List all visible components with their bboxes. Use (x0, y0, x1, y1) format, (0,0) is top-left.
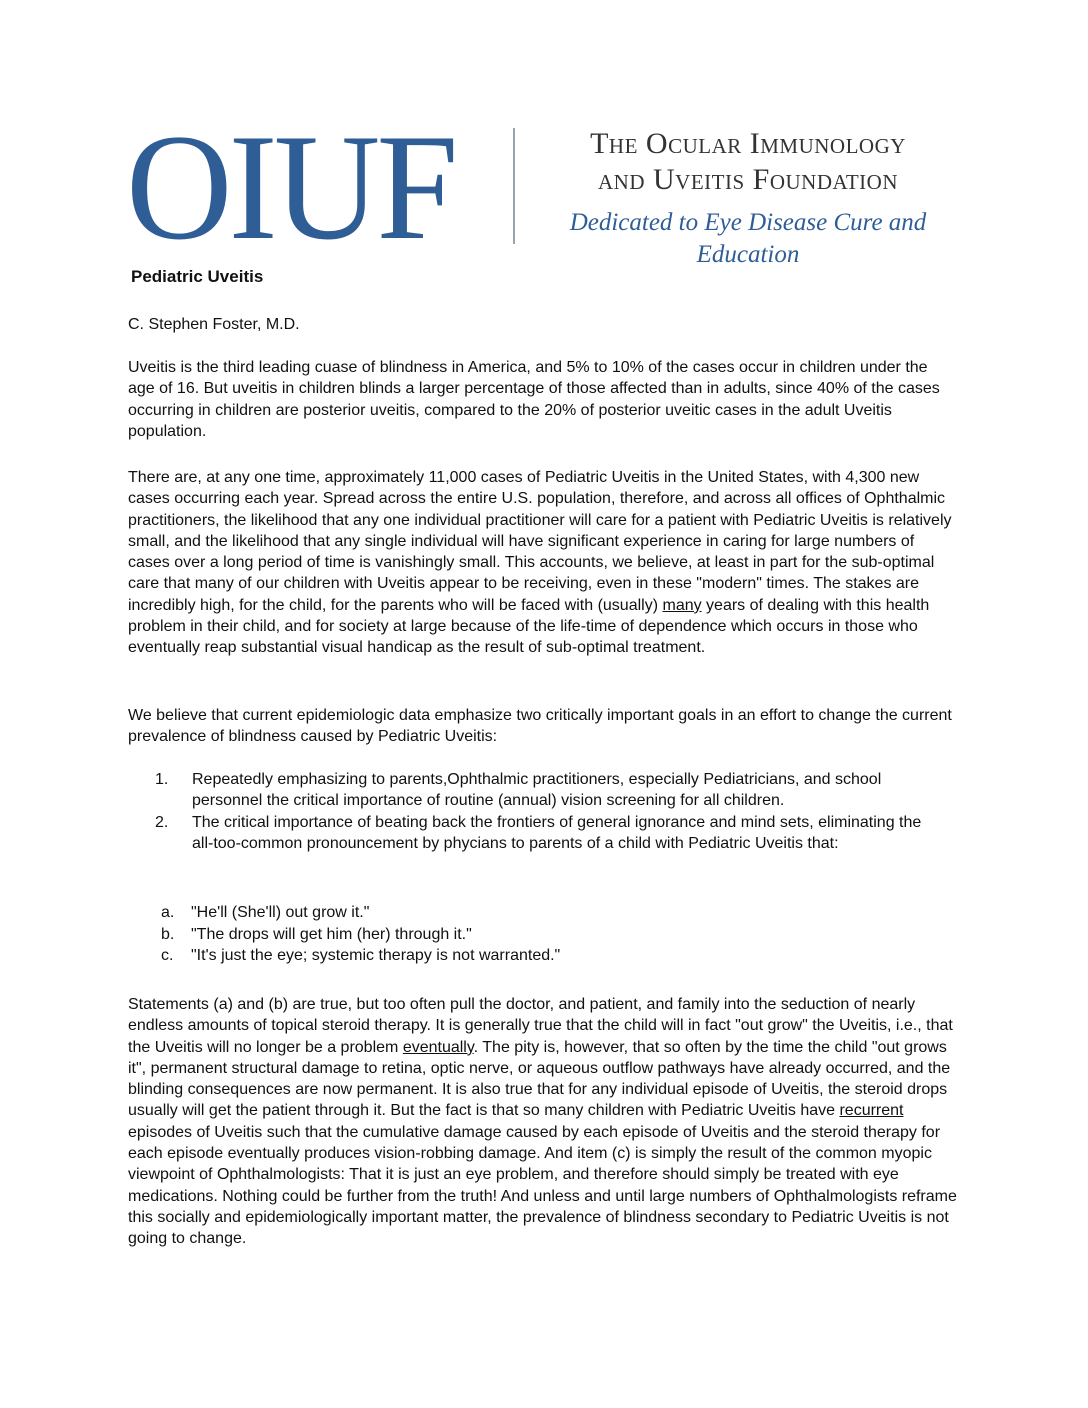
goal-marker: 2. (155, 813, 169, 831)
statement-item (161, 945, 941, 967)
statement-item (161, 924, 941, 946)
paragraph-2-text-b: years of dealing with this health problem in their child, and for society at large because of the life-time of dependence which occurs in those who eventually reap substantial visual handicap as the result of sub-optimal treatment. (128, 596, 930, 657)
statement-marker: a. (161, 904, 175, 921)
logo-divider (513, 128, 515, 244)
org-name-line-1: The Ocular Immunology (590, 127, 906, 160)
statement-text: "It's just the eye; systemic therapy is not warranted." (191, 947, 561, 965)
statement-text: "The drops will get him (her) through it." (191, 925, 472, 943)
paragraph-4 (128, 994, 958, 1250)
paragraph-2 (128, 467, 958, 659)
document-title: Pediatric Uveitis (131, 267, 264, 286)
paragraph-4-underlined-1: eventually (402, 1038, 474, 1056)
goals-list (155, 769, 935, 854)
goal-marker: 1. (155, 771, 169, 788)
oiuf-logo: OIUF (126, 103, 455, 271)
organization-tagline: Dedicated to Eye Disease Cure and Education (569, 209, 927, 268)
paragraph-4-text-a: Statements (a) and (b) are true, but too often pull the doctor, and patient, and family into the seduction of nearly endless amounts of topical steroid therapy. It is generally true that the child will in fact "out grow" the Uveitis, i.e., that the Uveitis will no longer be a problem (128, 996, 953, 1056)
paragraph-4-text-c: episodes of Uveitis such that the cumulative damage caused by each episode of Uveitis and the steroid therapy for each episode eventually produces vision-robbing damage. And item (c) is simply the result of the common myopic viewpoint of Ophthalmologists: That it is just an eye problem, and therefore should simply be treated with eye medications. Nothing could be further from the truth! And unless and until large numbers of Ophthalmologists reframe this socially and epidemiologically important matter, the prevalence of blindness secondary to Pediatric Uveitis is not going to change. (128, 1123, 957, 1248)
org-name-line-2: and Uveitis Foundation (598, 163, 898, 196)
paragraph-4-underlined-2: recurrent (839, 1102, 904, 1120)
paragraph-2-text-a: There are, at any one time, approximately 11,000 cases of Pediatric Uveitis in the United States, with 4,300 new cases occurring each year. Spread across the entire U.S. population, therefore, and across all offices of Ophthalmic practitioners, the likelihood that any one individual practitioner will care for a patient with Pediatric Uveitis is relatively small, and the likelihood that any single individual will have significant experience in caring for large numbers of cases over a long period of time is vanishingly small. This accounts, we believe, at least in part for the sub-optimal care that many of our children with Uveitis appear to be receiving, even in these "modern" times. The stakes are incredibly high, for the child, for the parents who will be faced with (usually) (128, 469, 952, 614)
paragraph-2-underlined: many (662, 596, 702, 614)
statement-item (161, 902, 941, 924)
statement-text: "He'll (She'll) out grow it." (191, 904, 370, 921)
paragraph-4-text-b: . The pity is, however, that so often by the time the child "out grows it", permanent structural damage to retina, optic nerve, or aqueous outflow pathways have already occurred, and the blinding consequences are now permanent. It is also true that for any individual episode of Uveitis, the steroid drops usually will get the patient through it. But the fact is that so many children with Pediatric Uveitis have (128, 1038, 951, 1120)
goal-text: The critical importance of beating back the frontiers of general ignorance and mind sets, eliminating the all-too-common pronouncement by phycians to parents of a child with Pediatric Uveitis that: (192, 813, 922, 852)
goal-text: Repeatedly emphasizing to parents,Ophthalmic practitioners, especially Pediatricians, and school personnel the critical importance of routine (annual) vision screening for all children. (192, 771, 882, 810)
goal-item (155, 812, 935, 855)
organization-name (528, 126, 968, 198)
author-line: C. Stephen Foster, M.D. (128, 316, 300, 333)
goal-item (155, 769, 935, 812)
paragraph-1: Uveitis is the third leading cuase of blindness in America, and 5% to 10% of the cases occur in children under the age of 16. But uveitis in children blinds a larger percentage of those affected than in adults, since 40% of the cases occurring in children are posterior uveitis, compared to the 20% of posterior uveitic cases in the adult Uveitis population. (128, 359, 940, 440)
statements-list (161, 902, 941, 967)
paragraph-3: We believe that current epidemiologic data emphasize two critically important goals in an effort to change the current prevalence of blindness caused by Pediatric Uveitis: (128, 707, 952, 746)
statement-marker: b. (161, 925, 175, 943)
statement-marker: c. (161, 947, 174, 965)
